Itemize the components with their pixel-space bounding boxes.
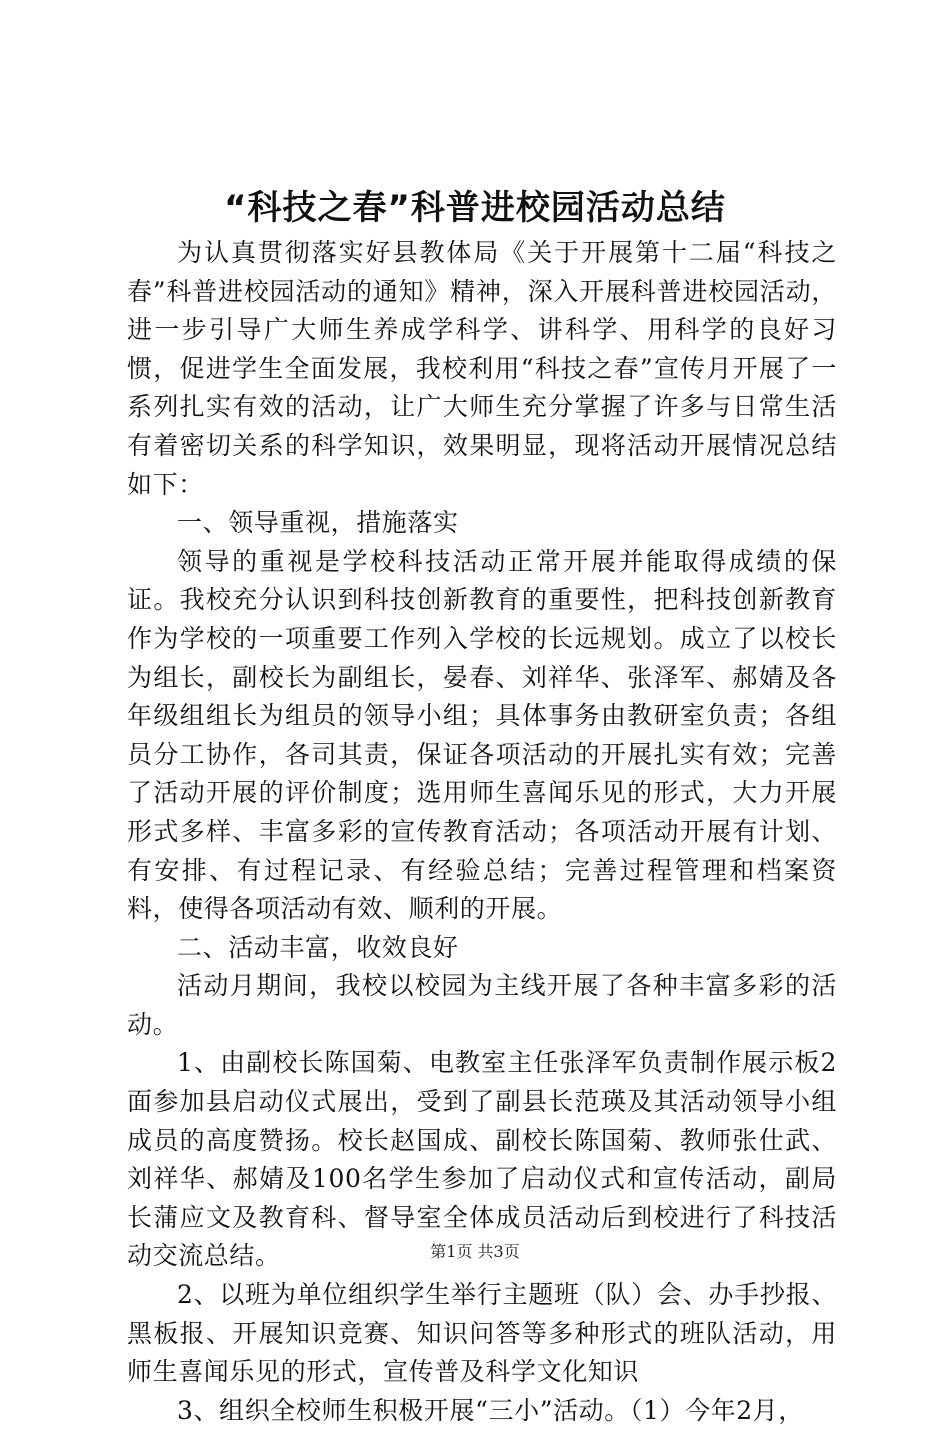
section-heading-2: 二、活动丰富，收效良好: [177, 932, 459, 962]
activity-item-1: 1、由副校长陈国菊、电教室主任张泽军负责制作展示板2面参加县启动仪式展出，受到了副县长范瑛及其活动领导小组成员的高度赞扬。校长赵国成、副校长陈国菊、教师张仕武、刘祥华、郝婧及100名学生参加了启动仪式和宣传活动，副局长蒲应文及教育科、督导室全体成员活动后到校进行了科技活动交流总结。: [127, 1048, 837, 1271]
activity-item-3: 3、组织全校师生积极开展“三小”活动。（1）今年2月，: [177, 1395, 804, 1425]
activity-item-2: 2、以班为单位组织学生举行主题班（队）会、办手抄报、黑板报、开展知识竞赛、知识问答等多种形式的班队活动，用师生喜闻乐见的形式，宣传普及科学文化知识: [127, 1280, 837, 1387]
document-title: “科技之春”科普进校园活动总结: [224, 188, 726, 228]
page-footer: 第1页 共3页: [430, 1242, 520, 1261]
section-heading-1: 一、领导重视，措施落实: [177, 508, 459, 538]
section-2-intro-paragraph: 活动月期间，我校以校园为主线开展了各种丰富多彩的活动。: [127, 971, 837, 1039]
section-1-paragraph: 领导的重视是学校科技活动正常开展并能取得成绩的保证。我校充分认识到科技创新教育的重要性，把科技创新教育作为学校的一项重要工作列入学校的长远规划。成立了以校长为组长，副校长为副组长，晏春、刘祥华、张泽军、郝婧及各年级组组长为组员的领导小组；具体事务由教研室负责；各组员分工协作，各司其责，保证各项活动的开展扎实有效；完善了活动开展的评价制度；选用师生喜闻乐见的形式，大力开展形式多样、丰富多彩的宣传教育活动；各项活动开展有计划、有安排、有过程记录、有经验总结；完善过程管理和档案资料，使得各项活动有效、顺利的开展。: [127, 546, 837, 924]
intro-paragraph: 为认真贯彻落实好县教体局《关于开展第十二届“科技之春”科普进校园活动的通知》精神，深入开展科普进校园活动，进一步引导广大师生养成学科学、讲科学、用科学的良好习惯，促进学生全面发展，我校利用“科技之春”宣传月开展了一系列扎实有效的活动，让广大师生充分掌握了许多与日常生活有着密切关系的科学知识，效果明显，现将活动开展情况总结如下：: [127, 238, 837, 499]
